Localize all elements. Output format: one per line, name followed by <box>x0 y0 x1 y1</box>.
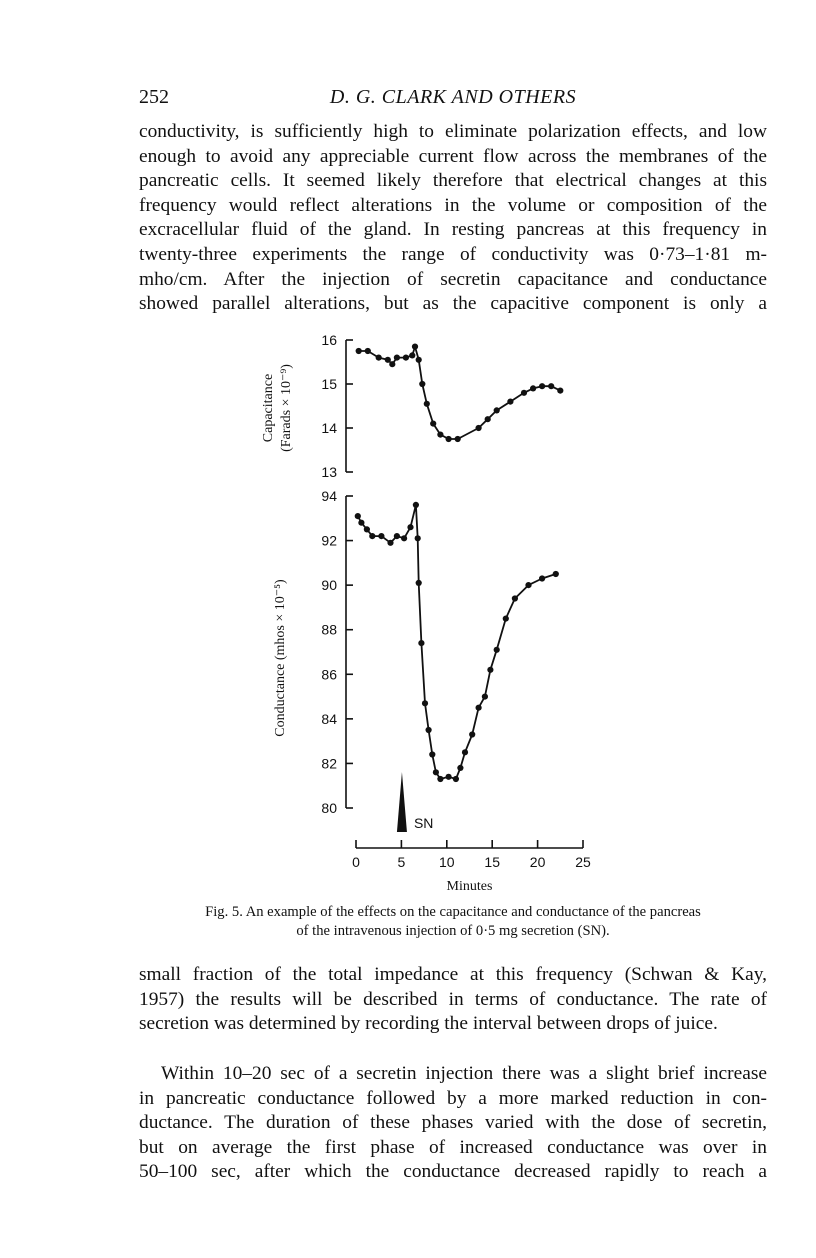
y-tick-label: 82 <box>321 755 337 772</box>
data-point <box>521 390 527 396</box>
data-point <box>356 348 362 354</box>
sn-label: SN <box>413 815 434 831</box>
data-point <box>539 383 545 389</box>
data-point <box>385 357 391 363</box>
data-point <box>494 407 500 413</box>
data-point <box>430 421 436 427</box>
paragraph-top <box>139 120 767 317</box>
data-point <box>433 769 439 775</box>
figure-5 <box>250 328 610 900</box>
x-tick-label: 20 <box>529 854 546 870</box>
y-tick-label: 86 <box>321 666 337 683</box>
y-tick-label: 92 <box>321 532 337 549</box>
data-point <box>401 535 407 541</box>
page-header <box>139 86 767 114</box>
x-tick-label: 0 <box>352 854 360 870</box>
text-line: mho/cm. After the injection of secretin capacitance and conductance <box>139 268 767 290</box>
data-point <box>487 667 493 673</box>
data-point <box>426 727 432 733</box>
sn-injection-marker <box>397 772 407 832</box>
text-line: but on average the first phase of increased conductance was over in <box>139 1136 767 1158</box>
y-tick-label: 13 <box>321 464 337 480</box>
y-tick-label: 80 <box>321 800 337 816</box>
data-point <box>482 694 488 700</box>
data-point <box>415 535 421 541</box>
data-point <box>376 355 382 361</box>
data-point <box>453 776 459 782</box>
y-tick-label: 90 <box>321 577 337 594</box>
data-point <box>418 640 424 646</box>
figure-chart <box>250 328 610 900</box>
y-tick-label: 88 <box>321 621 337 638</box>
data-point <box>394 355 400 361</box>
x-tick-label: 5 <box>397 854 406 870</box>
data-point <box>419 381 425 387</box>
data-point <box>407 524 413 530</box>
text-line: frequency would reflect alterations in the volume or composition of the <box>139 194 767 216</box>
capacitance-chart <box>261 332 563 480</box>
paragraph-mid <box>139 963 767 1037</box>
text-line: 50–100 sec, after which the conductance decreased rapidly to reach a <box>139 1161 767 1183</box>
data-point <box>553 571 559 577</box>
data-point <box>358 520 364 526</box>
data-point <box>416 357 422 363</box>
data-point <box>476 425 482 431</box>
data-point <box>503 616 509 622</box>
data-point <box>378 533 384 539</box>
data-point <box>409 352 415 358</box>
text-line: Within 10–20 sec of a secretin injection there was a slight brief increase <box>161 1063 767 1084</box>
text-line: secretion was determined by recording the interval between drops of juice. <box>139 1013 718 1035</box>
caption-line: of the intravenous injection of 0·5 mg secretion (SN). <box>296 923 610 939</box>
data-point <box>557 388 563 394</box>
data-point <box>462 749 468 755</box>
text-line: showed parallel alterations, but as the capacitive component is only a <box>139 293 767 315</box>
text-line: in pancreatic conductance followed by a more marked reduction in con- <box>139 1087 767 1109</box>
capacitance-axis-units: (Farads × 10⁻⁹) <box>279 364 294 452</box>
data-point <box>394 533 400 539</box>
caption-line: Fig. 5. An example of the effects on the capacitance and conductance of the pancreas <box>205 904 701 920</box>
data-point <box>369 533 375 539</box>
data-point <box>539 575 545 581</box>
data-point <box>476 705 482 711</box>
text-line: pancreatic cells. It seemed likely therefore that electrical changes at this <box>139 170 767 192</box>
data-point <box>530 385 536 391</box>
data-point <box>485 416 491 422</box>
x-tick-label: 25 <box>575 854 591 870</box>
data-point <box>548 383 554 389</box>
running-head: D. G. CLARK AND OTHERS <box>329 86 577 108</box>
data-point <box>446 774 452 780</box>
time-axis <box>352 772 591 894</box>
conductance-series-line <box>358 505 556 779</box>
data-point <box>387 540 393 546</box>
page-number: 252 <box>139 86 169 108</box>
y-tick-label: 15 <box>321 376 337 392</box>
text-line: excracellular fluid of the gland. In resting pancreas at this frequency in <box>139 219 767 241</box>
text-line: ductance. The duration of these phases varied with the dose of secretin, <box>139 1112 767 1134</box>
data-point <box>494 647 500 653</box>
data-point <box>416 580 422 586</box>
data-point <box>355 513 361 519</box>
data-point <box>389 361 395 367</box>
data-point <box>512 595 518 601</box>
data-point <box>364 526 370 532</box>
data-point <box>413 502 419 508</box>
x-axis-title: Minutes <box>446 879 493 894</box>
data-point <box>457 765 463 771</box>
data-point <box>525 582 531 588</box>
text-line: 1957) the results will be described in terms of conductance. The rate of <box>139 988 767 1010</box>
x-tick-label: 15 <box>484 854 500 870</box>
data-point <box>429 751 435 757</box>
x-tick-label: 10 <box>439 854 455 870</box>
conductance-axis-title: Conductance (mhos × 10⁻⁵) <box>273 579 288 737</box>
data-point <box>422 700 428 706</box>
text-line: small fraction of the total impedance at this frequency (Schwan & Kay, <box>139 964 767 985</box>
data-point <box>424 401 430 407</box>
data-point <box>365 348 371 354</box>
data-point <box>507 399 513 405</box>
y-tick-label: 16 <box>321 332 337 348</box>
y-tick-label: 84 <box>321 710 337 727</box>
paragraph-bottom <box>139 1062 767 1185</box>
data-point <box>437 776 443 782</box>
data-point <box>455 436 461 442</box>
data-point <box>412 344 418 350</box>
y-tick-label: 94 <box>321 488 337 504</box>
data-point <box>437 432 443 438</box>
data-point <box>403 355 409 361</box>
text-line: twenty-three experiments the range of conductivity was 0·73–1·81 m- <box>139 243 767 265</box>
text-line: conductivity, is sufficiently high to eliminate polarization effects, and low <box>139 121 767 142</box>
text-line: enough to avoid any appreciable current flow across the membranes of the <box>139 145 767 167</box>
y-tick-label: 14 <box>321 420 337 436</box>
data-point <box>446 436 452 442</box>
capacitance-axis-title: Capacitance <box>261 373 276 443</box>
data-point <box>469 731 475 737</box>
conductance-chart <box>273 488 559 816</box>
figure-caption <box>139 903 767 941</box>
